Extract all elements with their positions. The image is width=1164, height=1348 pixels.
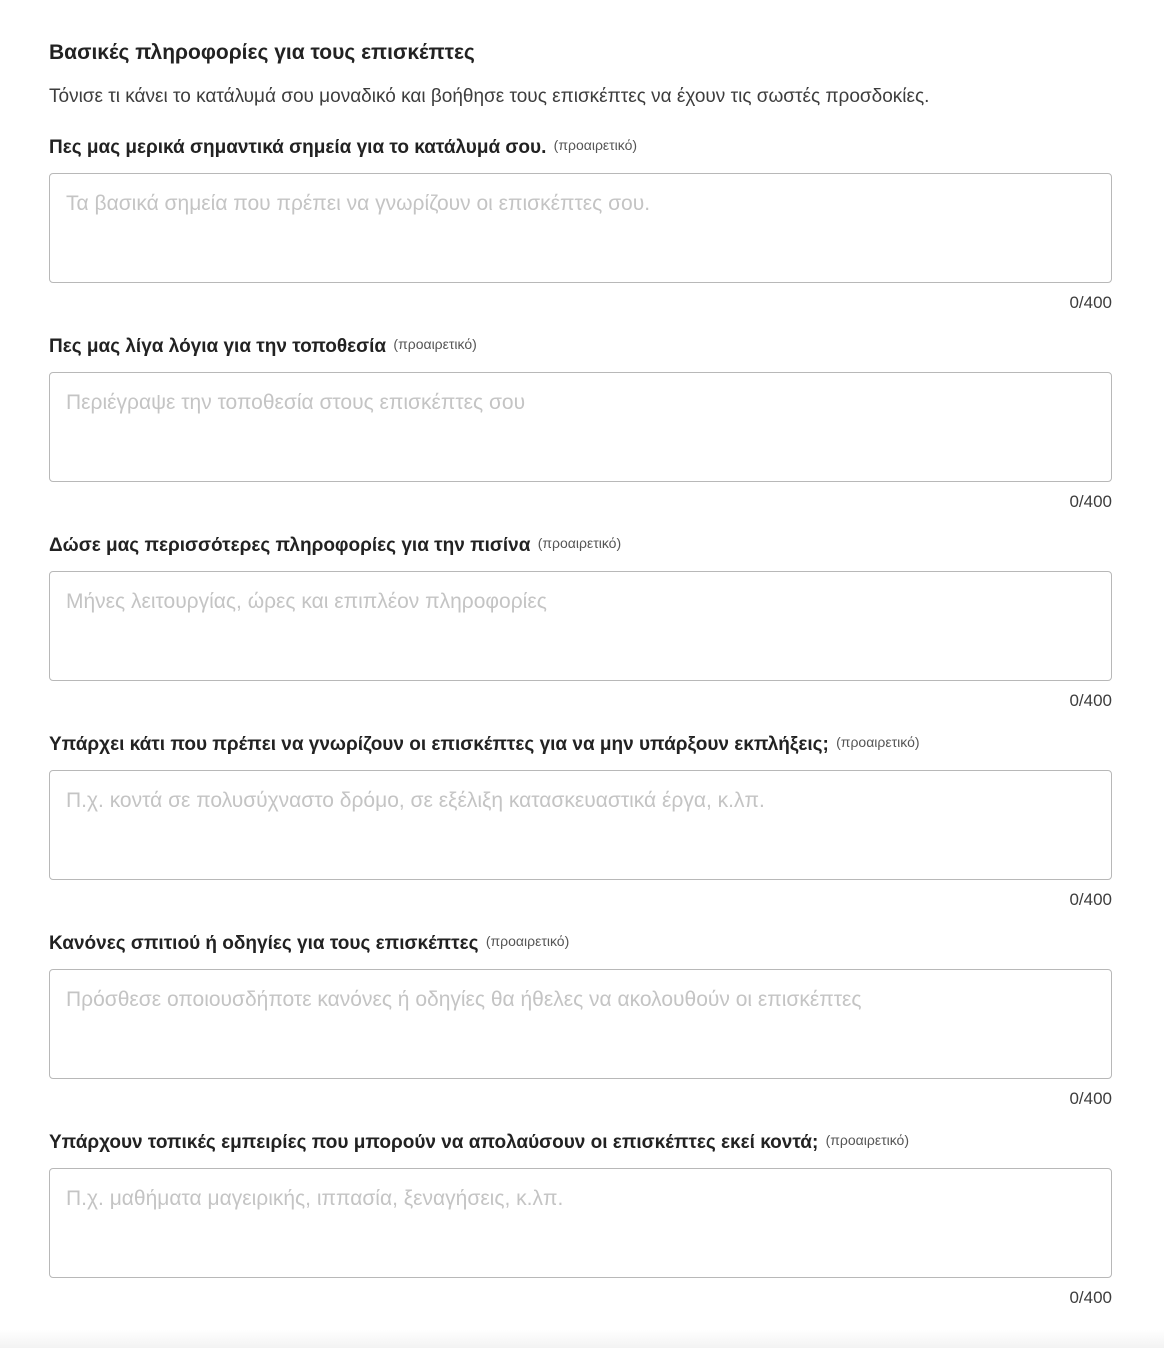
field-local-experiences (49, 1125, 1112, 1324)
optional-tag: (προαιρετικό) (485, 933, 570, 949)
field-label-text: Δώσε μας περισσότερες πληροφορίες για την πισίνα (49, 535, 531, 556)
char-counter: 0/400 (1069, 1089, 1112, 1108)
field-house-rules (49, 926, 1112, 1125)
field-label-text: Πες μας λίγα λόγια για την τοποθεσία (49, 336, 387, 357)
field-label-text: Πες μας μερικά σημαντικά σημεία για το κατάλυμά σου. (49, 137, 547, 158)
char-counter: 0/400 (1069, 1288, 1112, 1307)
field-label (49, 727, 1112, 760)
char-counter: 0/400 (1069, 691, 1112, 710)
optional-tag: (προαιρετικό) (393, 336, 477, 352)
section-title: Βασικές πληροφορίες για τους επισκέπτες (49, 41, 475, 64)
field-label (49, 130, 1112, 163)
field-label-text: Υπάρχουν τοπικές εμπειρίες που μπορούν να απολαύσουν οι επισκέπτες εκεί κοντά; (49, 1132, 819, 1153)
char-counter: 0/400 (1069, 492, 1112, 511)
pool-info-input[interactable] (49, 571, 1112, 681)
char-counter: 0/400 (1069, 890, 1112, 909)
surprises-input[interactable] (49, 770, 1112, 880)
bottom-edge (0, 1330, 1164, 1348)
key-highlights-input[interactable] (49, 173, 1112, 283)
optional-tag: (προαιρετικό) (825, 1132, 909, 1148)
local-experiences-input[interactable] (49, 1168, 1112, 1278)
optional-tag: (προαιρετικό) (836, 734, 920, 750)
field-pool (49, 528, 1112, 727)
field-label (49, 926, 1112, 959)
field-label-text: Υπάρχει κάτι που πρέπει να γνωρίζουν οι επισκέπτες για να μην υπάρξουν εκπλήξεις; (49, 734, 829, 755)
location-input[interactable] (49, 372, 1112, 482)
optional-tag: (προαιρετικό) (553, 137, 638, 153)
field-label (49, 329, 1112, 362)
house-rules-input[interactable] (49, 969, 1112, 1079)
field-key-highlights (49, 130, 1112, 329)
section-subtitle: Τόνισε τι κάνει το κατάλυμά σου μοναδικό και βοήθησε τους επισκέπτες να έχουν τις σωστές προσδοκίες. (49, 86, 930, 107)
field-label (49, 528, 1112, 561)
field-location (49, 329, 1112, 528)
field-label (49, 1125, 1112, 1158)
field-surprises (49, 727, 1112, 926)
field-label-text: Κανόνες σπιτιού ή οδηγίες για τους επισκέπτες (49, 933, 479, 954)
optional-tag: (προαιρετικό) (537, 535, 622, 551)
char-counter: 0/400 (1069, 293, 1112, 312)
field-list (49, 130, 1112, 1324)
